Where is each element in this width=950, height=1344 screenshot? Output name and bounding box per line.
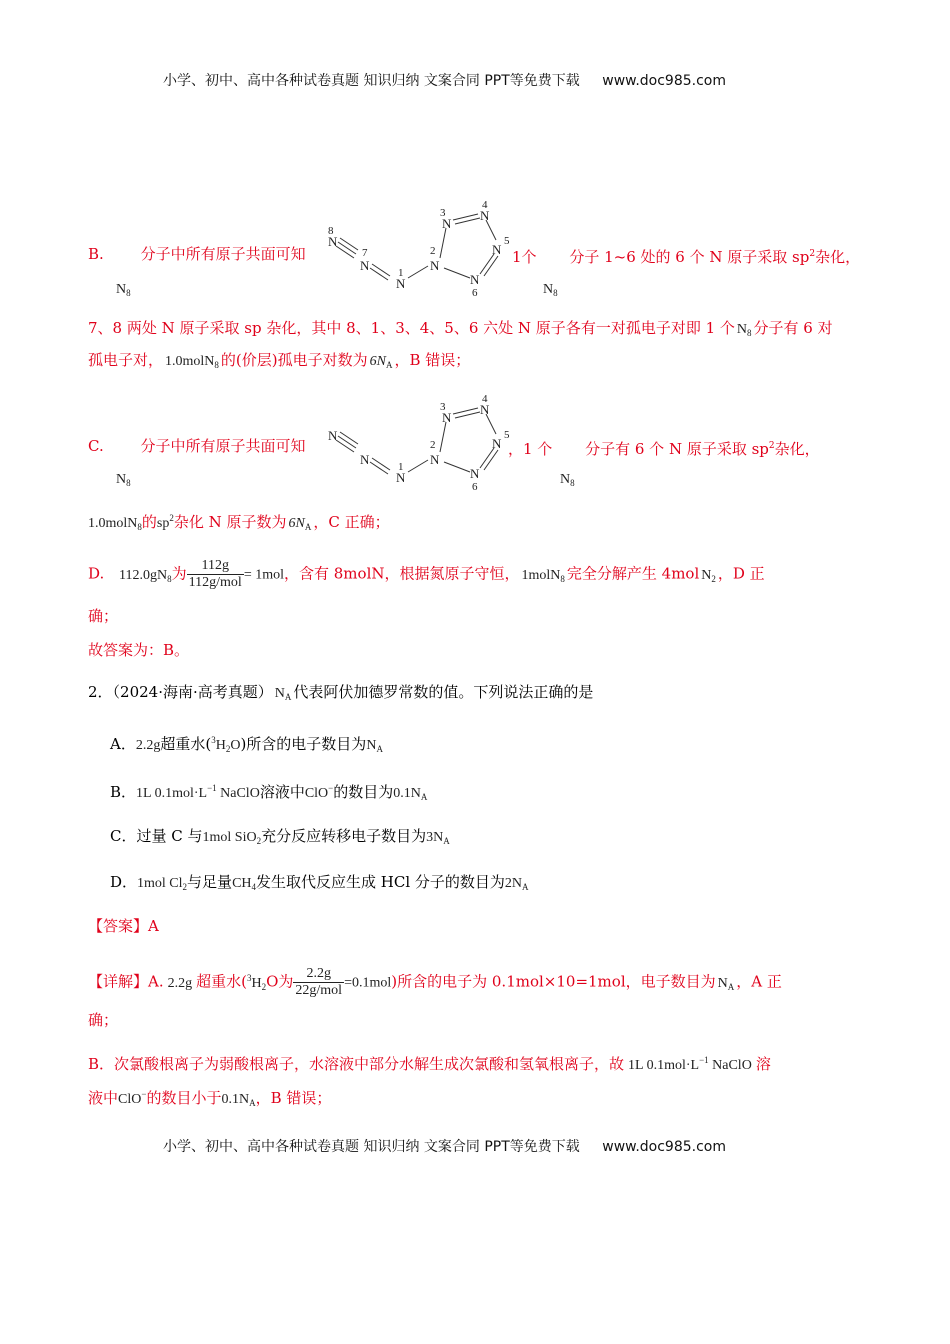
n8-formula: $N_8$ — [560, 472, 575, 488]
footer-link[interactable]: www.doc985.com — [602, 1139, 726, 1155]
atom-n: N — [480, 402, 490, 417]
bond — [336, 440, 354, 452]
detail-line1: 【详解】A. 2.2g 超重水($^3H_2O$为 $\frac{2.2g}{\text{22g/mol}}$ =0.1mol)所含的电子为 0.1mol×10=1mol，电子数目为 $N_A$ ，A 正 — [88, 966, 782, 998]
atom-n: N — [470, 272, 480, 287]
header-link[interactable]: www.doc985.com — [602, 73, 726, 89]
bond — [338, 242, 356, 254]
question-2-option-c[interactable]: C．过量 C 与1mol SiO$_2$充分反应转移电子数目为$3N_A$ — [110, 827, 450, 846]
bond — [444, 268, 470, 278]
bond — [408, 460, 428, 472]
bond — [338, 436, 356, 448]
page-footer — [163, 1136, 726, 1156]
footer-text: 小学、初中、高中各种试卷真题 知识归纳 文案合同 PPT等免费下载 — [163, 1139, 580, 1155]
option-b-label: B. — [88, 245, 104, 263]
atom-label-5: 5 — [504, 429, 510, 441]
n8-formula: $N_8$ — [116, 472, 131, 488]
question-2-stem: 2．（2024·海南·高考真题） $N_A$ 代表阿伏加德罗常数的值。下列说法正确的是 — [88, 683, 594, 702]
fraction: $\frac{2.2g}{\text{22g/mol}}$ — [295, 966, 343, 998]
option-b-line3: 孤电子对， 1.0molN$_8$ 的(价层)孤电子对数为 $6N_A$ ，B 错误； — [88, 351, 471, 370]
bond — [372, 458, 390, 470]
superscript: 2 — [809, 249, 816, 259]
atom-n: N — [442, 410, 452, 425]
atom-label-7: 7 — [362, 247, 368, 259]
atom-n: N — [492, 242, 502, 257]
atom-label-5: 5 — [504, 235, 510, 247]
atom-label-3: 3 — [440, 401, 446, 413]
atom-n: N — [442, 216, 452, 231]
conclusion: 故答案为：B。 — [88, 641, 190, 659]
bond — [408, 266, 428, 278]
atom-n: N — [470, 466, 480, 481]
atom-n: N — [492, 436, 502, 451]
n8-formula: $N_8$ — [543, 282, 558, 298]
question-2-option-b[interactable]: B．1L $0.1mol\cdot L^{-1}$ NaClO溶液中ClO−的数目为$0.1N_A$ — [110, 783, 428, 802]
option-c-line1: C. 分子中所有原子共面可知 — [88, 437, 306, 455]
option-b-line1 — [88, 244, 306, 264]
atom-label-3: 3 — [440, 207, 446, 219]
bond — [372, 264, 390, 276]
atom-n: N — [430, 258, 440, 273]
atom-label-6: 6 — [472, 481, 478, 492]
option-b-line2: 7、8 两处 N 原子采取 sp 杂化，其中 8、1、3、4、5、6 六处 N 原子各有一对孤电子对即 1 个 $N_8$ 分子有 6 对 — [88, 319, 833, 338]
atom-n: N — [480, 208, 490, 223]
option-b-text: 1个 — [512, 248, 537, 266]
atom-n: N — [396, 470, 406, 485]
atom-n: N — [360, 258, 370, 273]
bond — [370, 268, 388, 280]
bond — [440, 228, 446, 258]
bond — [444, 462, 470, 472]
option-b-text: 杂化， — [815, 248, 861, 266]
atom-n: N — [430, 452, 440, 467]
atom-label-2: 2 — [430, 439, 436, 451]
bond — [370, 462, 388, 474]
n8-structure-b — [320, 198, 520, 298]
option-b-text: 分子 1~6 处的 6 个 N 原子采取 sp — [569, 248, 810, 266]
atom-label-4: 4 — [482, 393, 488, 405]
atom-n: N — [396, 276, 406, 291]
atom-n: N — [328, 234, 338, 249]
answer-label: 【答案】A — [88, 917, 159, 935]
option-d-line2: 确； — [88, 607, 119, 625]
bond — [440, 422, 446, 452]
option-b-text: 分子中所有原子共面可知 — [140, 245, 306, 263]
bond — [486, 414, 496, 434]
page-header — [163, 70, 726, 90]
option-c-line1b: ，1 个 分子有 6 个 N 原子采取 $sp^2$杂化， — [508, 440, 820, 458]
detail-b-line1: B．次氯酸根离子为弱酸根离子，水溶液中部分水解生成次氯酸和氢氧根离子，故 1L $0.1mol\cdot L^{-1}$ NaClO 溶 — [88, 1055, 771, 1073]
atom-label-1: 1 — [398, 461, 404, 473]
detail-line2: 确； — [88, 1011, 119, 1029]
option-c-line2: 1.0molN$_8$的$sp^2$杂化 N 原子数为 $6N_A$ ，C 正确； — [88, 513, 390, 532]
option-d-line1: D. $112.0gN_8$为 $\frac{112g}{\text{112g/mol}}$ = 1mol，含有 8molN，根据氮原子守恒， 1molN$_8$ 完全分解产生 4mol $N_2$ ，D 正 — [88, 558, 765, 590]
atom-label-4: 4 — [482, 199, 488, 211]
bond — [340, 432, 358, 444]
bond — [340, 238, 358, 250]
fraction: $\frac{112g}{\text{112g/mol}}$ — [188, 558, 242, 590]
option-b-line1b — [512, 244, 860, 267]
bond — [336, 246, 354, 258]
bond — [486, 220, 496, 240]
question-2-option-d[interactable]: D．1mol $Cl_2$与足量$CH_4$发生取代反应生成 HCl 分子的数目为$2N_A$ — [110, 873, 529, 892]
header-text: 小学、初中、高中各种试卷真题 知识归纳 文案合同 PPT等免费下载 — [163, 73, 580, 89]
atom-label-1: 1 — [398, 267, 404, 279]
n8-formula: $N_8$ — [116, 282, 131, 298]
n8-structure-c — [320, 392, 520, 492]
detail-b-line2: 液中ClO−的数目小于$0.1N_A$，B 错误； — [88, 1089, 332, 1108]
atom-label-8: 8 — [328, 225, 334, 237]
atom-label-6: 6 — [472, 287, 478, 298]
atom-label-2: 2 — [430, 245, 436, 257]
atom-n: N — [328, 428, 338, 443]
atom-n: N — [360, 452, 370, 467]
question-2-option-a[interactable]: A．2.2g超重水$(^3H_2O)$所含的电子数目为$N_A$ — [110, 735, 383, 754]
